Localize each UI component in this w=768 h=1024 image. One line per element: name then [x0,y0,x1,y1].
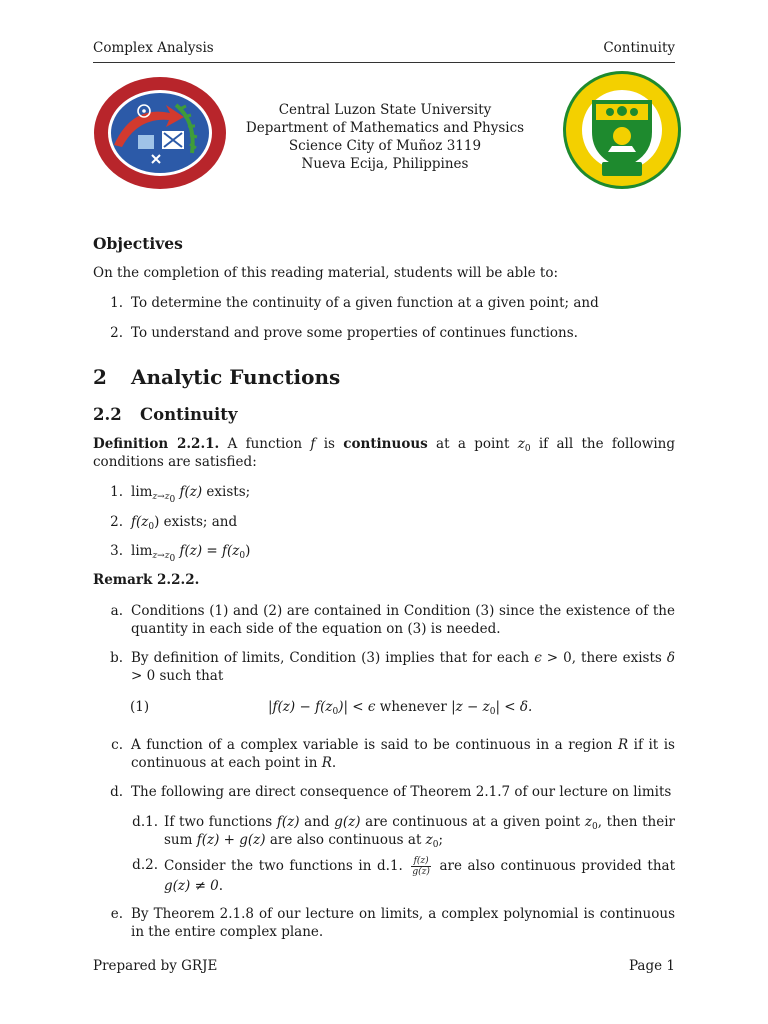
university-seal-icon [562,70,682,190]
remark-item-d: The following are direct consequence of Theorem 2.1.7 of our lecture on limits [131,784,672,800]
footer-author: Prepared by GRJE [93,958,218,974]
condition-number: 2. [110,514,123,530]
department-seal-icon [92,75,228,191]
objective-item: To understand and prove some properties of continues functions. [131,325,578,341]
page-number: Page 1 [628,958,675,974]
remark-letter: e. [110,906,123,922]
remark-item-d1: If two functions f(z) and g(z) are continuous at a given point $z_0$, then their sum f(z) + g(z) are also continuous at $z_0$; [164,814,675,850]
condition-item: $f(z_0)$ exists; and [131,514,238,532]
objective-item: To determine the continuity of a given function at a given point; and [131,295,599,311]
remark-letter: d. [110,784,123,800]
condition-item: $\lim_{z\to z_0} f(z)$ exists; [131,484,251,505]
university-name: Central Luzon State University [278,102,492,118]
equation-body: $|f(z) - f(z_0)| < \epsilon$ whenever $|z - z_0| < \delta$. [268,699,533,717]
page-footer [93,958,675,974]
condition-number: 1. [110,484,123,500]
department-name: Department of Mathematics and Physics [245,120,525,136]
fraction: $\frac{f(z)}{g(z)}$ [412,856,430,877]
subsection-heading: 2.2 Continuity [93,405,238,424]
remark-subletter: d.2. [132,857,158,873]
remark-item-d2: Consider the two functions in d.1. $\frac{f(z)}{g(z)}$ are also continuous provided that g(z) ≠ 0. [164,856,675,894]
objectives-intro: On the completion of this reading material, students will be able to: [93,265,559,281]
header-topic: Continuity [603,40,675,56]
remark-letter: c. [111,737,123,753]
remark-subletter: d.1. [132,814,158,830]
header-course: Complex Analysis [93,40,214,56]
remark-heading: Remark 2.2.2. [93,572,200,588]
condition-number: 3. [110,543,123,559]
objectives-heading: Objectives [93,234,183,253]
header-rule [93,62,675,63]
definition-text: Definition 2.2.1. A function f is continuous at a point $z_0$ if all the following conditions are satisfied: [93,436,675,470]
condition-item: $\lim_{z\to z_0} f(z) = f(z_0)$ [131,543,251,564]
running-header [93,40,675,56]
objective-number: 1. [110,295,123,311]
objective-number: 2. [110,325,123,341]
remark-item-e: By Theorem 2.1.8 of our lecture on limits, a complex polynomial is continuous in the entire complex plane. [131,906,675,940]
section-heading: 2 Analytic Functions [93,365,341,389]
remark-letter: b. [110,650,123,666]
city-line: Science City of Muñoz 3119 [288,138,482,154]
remark-item-a: Conditions (1) and (2) are contained in Condition (3) since the existence of the quantity in each side of the equation on (3) is needed. [131,603,675,637]
remark-item-c: A function of a complex variable is said to be continuous in a region R if it is continuous at each point in R. [131,737,675,771]
institution-address [240,101,530,173]
province-line: Nueva Ecija, Philippines [301,156,469,172]
remark-item-b: By definition of limits, Condition (3) implies that for each ϵ > 0, there exists δ > 0 such that [131,650,675,684]
equation-number: (1) [130,699,150,715]
remark-letter: a. [110,603,123,619]
